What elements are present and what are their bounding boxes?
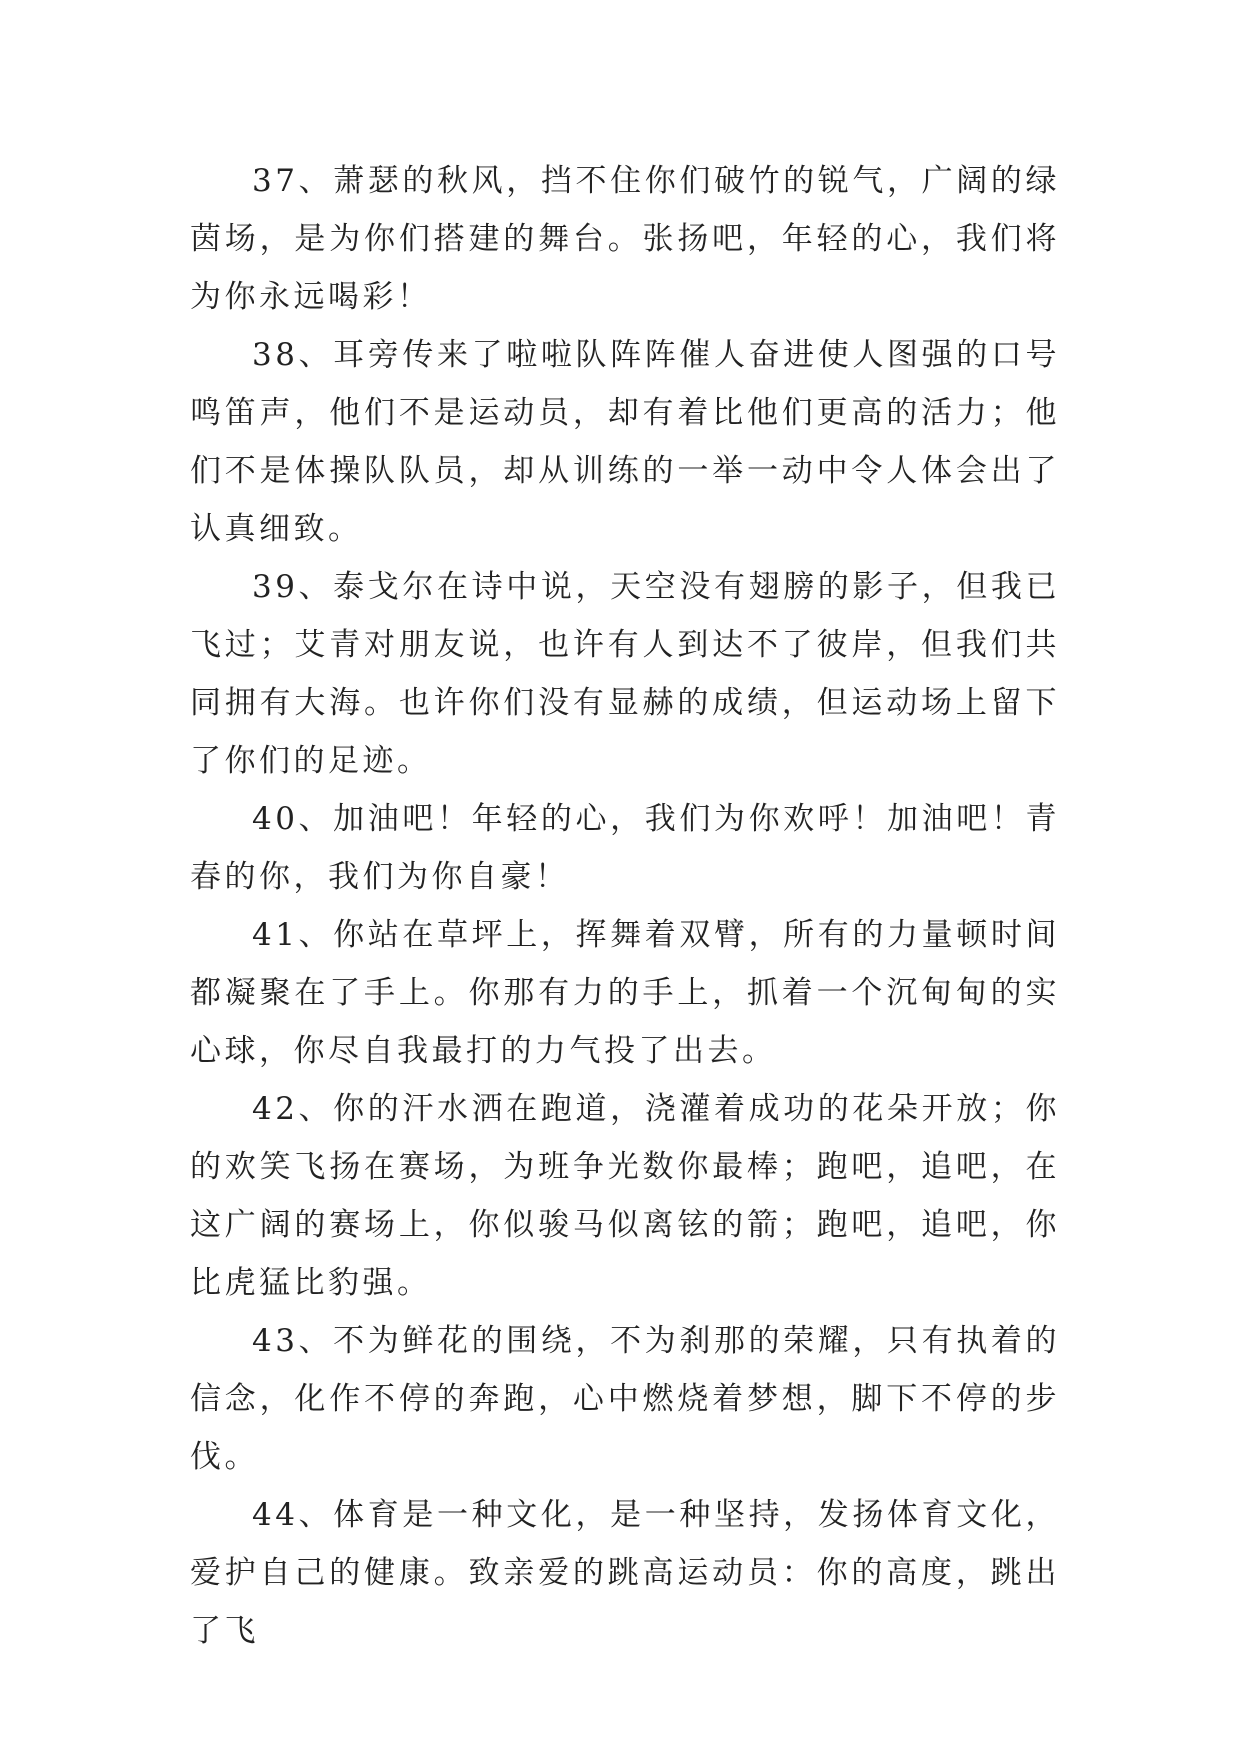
paragraph-37: 37、萧瑟的秋风，挡不住你们破竹的锐气，广阔的绿茵场，是为你们搭建的舞台。张扬吧，年轻的心，我们将为你永远喝彩！ [190, 163, 1060, 315]
document-body [190, 152, 1060, 1660]
paragraph-39: 39、泰戈尔在诗中说，天空没有翅膀的影子，但我已飞过；艾青对朋友说，也许有人到达不了彼岸，但我们共同拥有大海。也许你们没有显赫的成绩，但运动场上留下了你们的足迹。 [190, 569, 1060, 779]
paragraph-44: 44、体育是一种文化，是一种坚持，发扬体育文化，爱护自己的健康。致亲爱的跳高运动员：你的高度，跳出了飞 [190, 1497, 1060, 1649]
paragraph-43: 43、不为鲜花的围绕，不为刹那的荣耀，只有执着的信念，化作不停的奔跑，心中燃烧着梦想，脚下不停的步伐。 [190, 1323, 1060, 1475]
paragraph-42: 42、你的汗水洒在跑道，浇灌着成功的花朵开放；你的欢笑飞扬在赛场，为班争光数你最棒；跑吧，追吧，在这广阔的赛场上，你似骏马似离铉的箭；跑吧，追吧，你比虎猛比豹强。 [190, 1091, 1060, 1301]
paragraph-38: 38、耳旁传来了啦啦队阵阵催人奋进使人图强的口号鸣笛声，他们不是运动员，却有着比他们更高的活力；他们不是体操队队员，却从训练的一举一动中令人体会出了认真细致。 [190, 337, 1060, 547]
paragraph-40: 40、加油吧！年轻的心，我们为你欢呼！加油吧！青春的你，我们为你自豪！ [190, 801, 1060, 895]
paragraph-41: 41、你站在草坪上，挥舞着双臂，所有的力量顿时间都凝聚在了手上。你那有力的手上，抓着一个沉甸甸的实心球，你尽自我最打的力气投了出去。 [190, 917, 1060, 1069]
